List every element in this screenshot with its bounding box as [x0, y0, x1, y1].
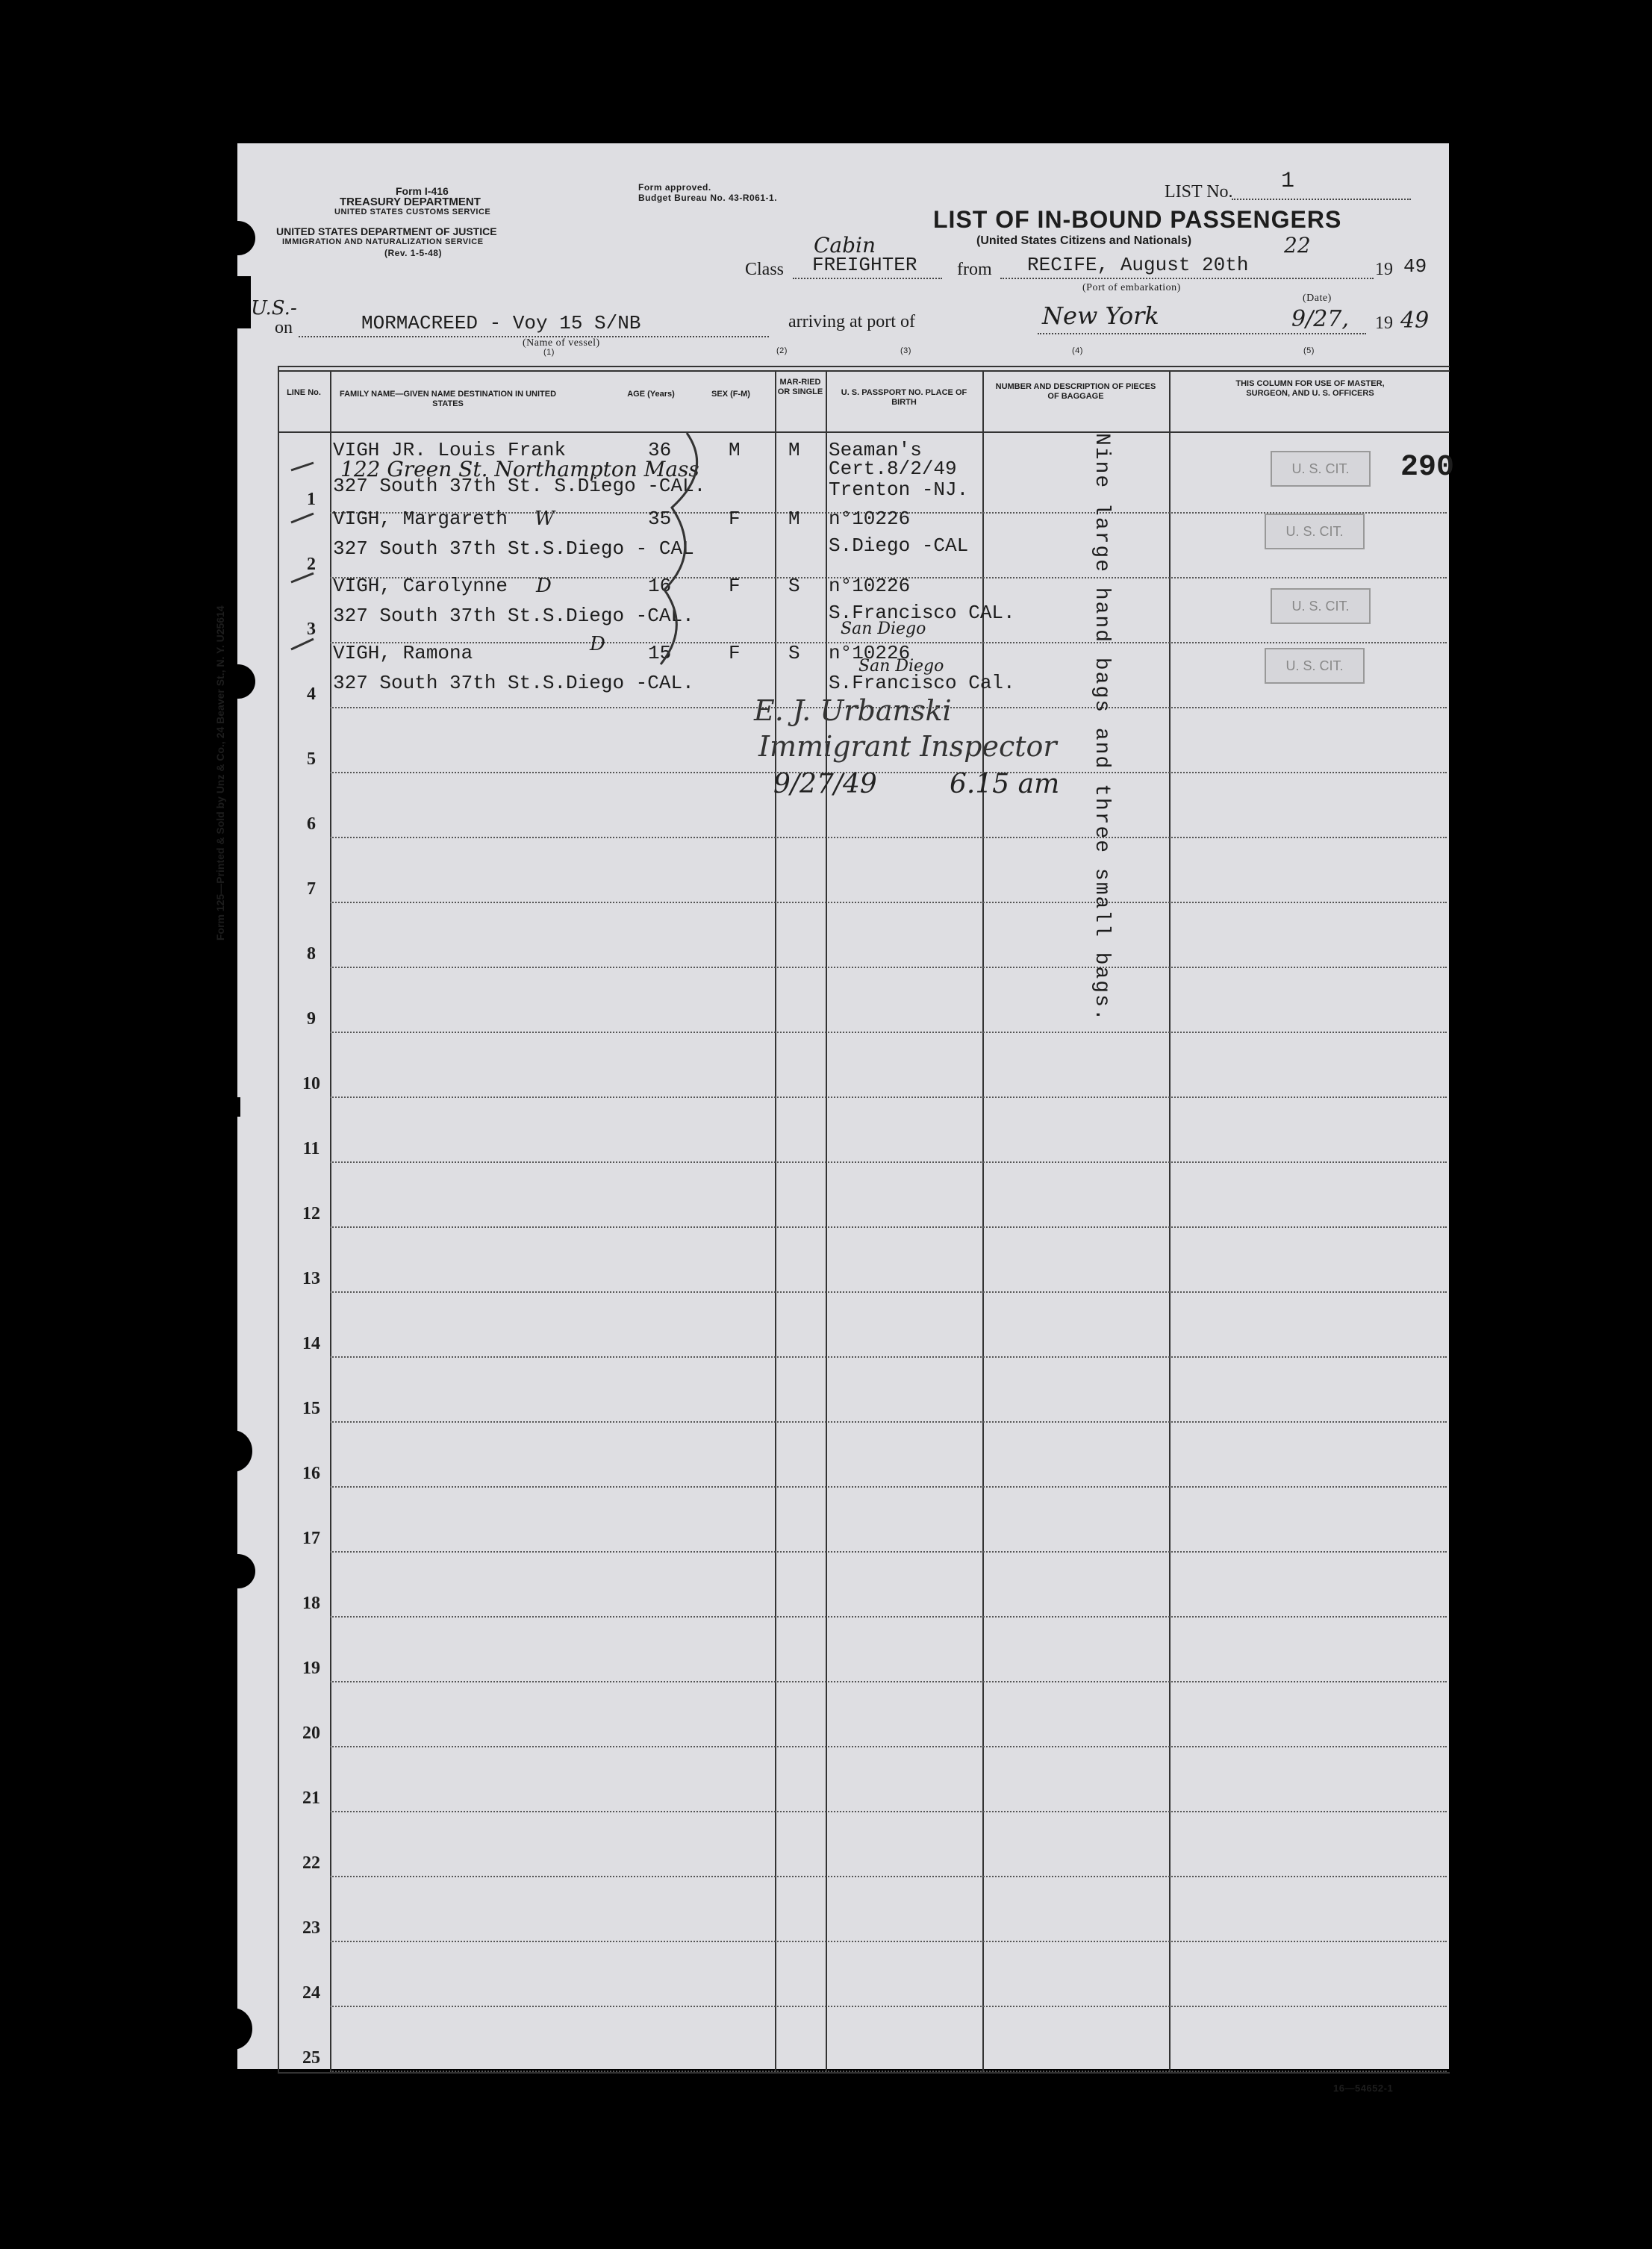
- year-value: 49: [1403, 255, 1427, 278]
- date-caption: (Date): [1303, 293, 1332, 304]
- us-citizen-stamp: U. S. CIT.: [1271, 588, 1371, 624]
- handwritten-mark: D: [536, 575, 552, 597]
- passenger-address: 327 South 37th St.S.Diego -CAL.: [333, 672, 694, 694]
- place-of-birth: Cert.8/2/49 Trenton -NJ.: [829, 458, 969, 501]
- col-officers: THIS COLUMN FOR USE OF MASTER, SURGEON, AND U. S. OFFICERS: [1235, 379, 1385, 398]
- column-number-5: (5): [1303, 346, 1315, 355]
- ins-service: IMMIGRATION AND NATURALIZATION SERVICE: [282, 237, 484, 246]
- column-number-1: (1): [543, 348, 555, 357]
- passenger-married: M: [788, 508, 800, 530]
- passenger-name: VIGH, Carolynne: [333, 575, 508, 597]
- arrival-date: 9/27,: [1291, 306, 1349, 332]
- printer-imprint: Form 125—Printed & Sold by Unz & Co., 24 Beaver St., N. Y. U25614: [214, 605, 226, 941]
- line-number: 18: [302, 1594, 320, 1613]
- paper-tear: [237, 276, 251, 328]
- row-rule: [330, 1291, 1447, 1293]
- row-rule: [330, 837, 1447, 838]
- col-age: AGE (Years): [627, 390, 675, 399]
- column-number-2: (2): [776, 346, 788, 355]
- line-number: 25: [302, 2048, 320, 2068]
- line-number: 11: [302, 1139, 320, 1158]
- vessel-caption: (Name of vessel): [523, 337, 600, 349]
- passport-number: Seaman's: [829, 439, 922, 461]
- punch-hole: [213, 1430, 252, 1472]
- list-no-value: 1: [1281, 169, 1295, 194]
- line-number: 10: [302, 1074, 320, 1094]
- passenger-address: 327 South 37th St. S.Diego -CAL.: [333, 475, 706, 497]
- row-rule: [330, 2071, 1447, 2072]
- line-number: 3: [307, 620, 316, 639]
- port-embarkation-caption: (Port of embarkation): [1082, 282, 1181, 293]
- place-of-birth: S.Diego -CAL: [829, 534, 969, 557]
- punch-hole: [221, 221, 255, 255]
- line-number: 4: [307, 684, 316, 704]
- line-number: 14: [302, 1334, 320, 1353]
- passenger-married: S: [788, 575, 800, 597]
- row-rule: [330, 1811, 1447, 1812]
- passenger-sex: F: [729, 508, 741, 530]
- col-baggage: NUMBER AND DESCRIPTION OF PIECES OF BAGGAGE: [995, 382, 1156, 401]
- row-rule: [330, 1032, 1447, 1033]
- line-number: 6: [307, 814, 316, 834]
- year-prefix: 19: [1375, 260, 1393, 279]
- passenger-address: 327 South 37th St.S.Diego - CAL: [333, 537, 694, 560]
- justice-department: UNITED STATES DEPARTMENT OF JUSTICE: [276, 225, 497, 237]
- line-number: 9: [307, 1009, 316, 1029]
- line-number: 17: [302, 1529, 320, 1548]
- us-citizen-stamp: U. S. CIT.: [1265, 514, 1365, 549]
- handwritten-birthplace: San Diego: [841, 620, 926, 638]
- handwritten-bracket-marks: [284, 425, 702, 724]
- baggage-description: Nine large hand bags and three small bags.: [1090, 433, 1113, 1023]
- line-number: 20: [302, 1724, 320, 1743]
- line-number: 16: [302, 1464, 320, 1483]
- place-of-birth: S.Francisco CAL.: [829, 602, 1015, 624]
- port-of-embarkation: RECIFE, August 20th: [1027, 254, 1249, 276]
- inspection-date: 9/27/49: [773, 769, 877, 799]
- class-value: FREIGHTER: [812, 254, 917, 276]
- passenger-name: VIGH JR. Louis Frank: [333, 439, 567, 461]
- punch-hole: [221, 1554, 255, 1588]
- arrival-year: 49: [1400, 308, 1430, 334]
- page-subtitle: (United States Citizens and Nationals): [976, 234, 1192, 247]
- line-number: 2: [307, 555, 316, 574]
- line-number: 12: [302, 1204, 320, 1223]
- form-approved: Form approved.: [638, 182, 711, 193]
- line-number: 5: [307, 749, 316, 769]
- passenger-age: 15: [648, 642, 672, 664]
- arrival-port: New York: [1042, 302, 1159, 330]
- line-number: 24: [302, 1983, 320, 2003]
- passport-number: n°10226: [829, 508, 911, 530]
- passport-number: n°10226: [829, 642, 911, 664]
- passenger-age: 36: [648, 439, 672, 461]
- row-rule: [330, 772, 1447, 773]
- passenger-sex: F: [729, 642, 741, 664]
- passenger-name: VIGH, Margareth: [333, 508, 508, 530]
- inspection-time: 6.15 am: [950, 769, 1060, 799]
- line-number: 21: [302, 1788, 320, 1808]
- passport-number: n°10226: [829, 575, 911, 597]
- row-rule: [330, 1161, 1447, 1163]
- row-rule: [330, 1486, 1447, 1488]
- from-date-correction: 22: [1284, 233, 1311, 258]
- row-rule: [330, 1551, 1447, 1553]
- on-label: on: [275, 318, 293, 337]
- officer-number: 290: [1400, 451, 1455, 484]
- handwritten-address: 122 Green St. Northampton Mass: [340, 457, 699, 481]
- inspector-title: Immigrant Inspector: [758, 730, 1057, 763]
- arriving-label: arriving at port of: [788, 312, 915, 331]
- row-rule: [330, 2006, 1447, 2007]
- line-number: 13: [302, 1269, 320, 1288]
- col-passport: U. S. PASSPORT NO. PLACE OF BIRTH: [841, 388, 967, 407]
- row-rule: [330, 1876, 1447, 1877]
- col-sex: SEX (F-M): [711, 390, 750, 399]
- passenger-age: 16: [648, 575, 672, 597]
- passenger-married: M: [788, 439, 800, 461]
- passenger-sex: F: [729, 575, 741, 597]
- us-citizen-stamp: U. S. CIT.: [1271, 451, 1371, 487]
- line-number: 19: [302, 1659, 320, 1678]
- form-number: Form I-416: [396, 185, 449, 197]
- row-rule: [330, 967, 1447, 968]
- col-name: FAMILY NAME—GIVEN NAME DESTINATION IN UNITED STATES: [339, 390, 557, 408]
- line-number: 22: [302, 1853, 320, 1873]
- footer-code: 16—54652-1: [1333, 2083, 1394, 2094]
- page-title: LIST OF IN-BOUND PASSENGERS: [933, 206, 1342, 233]
- passenger-married: S: [788, 642, 800, 664]
- handwritten-birthplace: San Diego: [858, 657, 944, 676]
- row-rule: [330, 1226, 1447, 1228]
- row-rule: [330, 1681, 1447, 1682]
- line-number: 23: [302, 1918, 320, 1938]
- budget-bureau: Budget Bureau No. 43-R061-1.: [638, 193, 778, 203]
- passenger-address: 327 South 37th St.S.Diego -CAL.: [333, 605, 694, 627]
- row-rule: [330, 1746, 1447, 1747]
- vessel-name: MORMACREED - Voy 15 S/NB: [361, 312, 641, 334]
- row-rule: [330, 1616, 1447, 1618]
- passenger-name: VIGH, Ramona: [333, 642, 473, 664]
- line-number: 7: [307, 879, 316, 899]
- class-label: Class: [745, 260, 785, 279]
- punch-hole: [213, 2008, 252, 2050]
- customs-service: UNITED STATES CUSTOMS SERVICE: [334, 208, 491, 216]
- line-number: 1: [307, 490, 316, 509]
- handwritten-mark: W: [534, 508, 555, 530]
- col-married: MAR-RIED OR SINGLE: [777, 378, 823, 396]
- class-handwritten: Cabin: [814, 233, 876, 258]
- column-number-3: (3): [900, 346, 911, 355]
- paper-tear: [166, 1097, 240, 1117]
- col-line-no: LINE No.: [287, 388, 321, 397]
- passenger-age: 35: [648, 508, 672, 530]
- row-rule: [330, 1421, 1447, 1423]
- passenger-sex: M: [729, 439, 741, 461]
- list-no-label: LIST No.: [1165, 182, 1233, 202]
- place-of-birth: S.Francisco Cal.: [829, 672, 1015, 694]
- us-citizen-stamp: U. S. CIT.: [1265, 648, 1365, 684]
- inspector-signature: E. J. Urbanski: [754, 694, 952, 727]
- revision: (Rev. 1-5-48): [384, 248, 442, 258]
- arrival-year-prefix: 19: [1375, 314, 1393, 333]
- column-number-4: (4): [1072, 346, 1083, 355]
- line-number: 15: [302, 1399, 320, 1418]
- line-number: 8: [307, 944, 316, 964]
- row-rule: [330, 1356, 1447, 1358]
- row-rule: [330, 902, 1447, 903]
- row-rule: [330, 1097, 1447, 1098]
- table-top-border: [278, 366, 1450, 367]
- treasury-department: TREASURY DEPARTMENT: [340, 196, 481, 208]
- table-bottom-border: [278, 2072, 1450, 2074]
- handwritten-mark: D: [590, 633, 605, 655]
- row-rule: [330, 1941, 1447, 1942]
- from-label: from: [957, 260, 992, 279]
- on-handwritten: U.S.-: [251, 297, 297, 319]
